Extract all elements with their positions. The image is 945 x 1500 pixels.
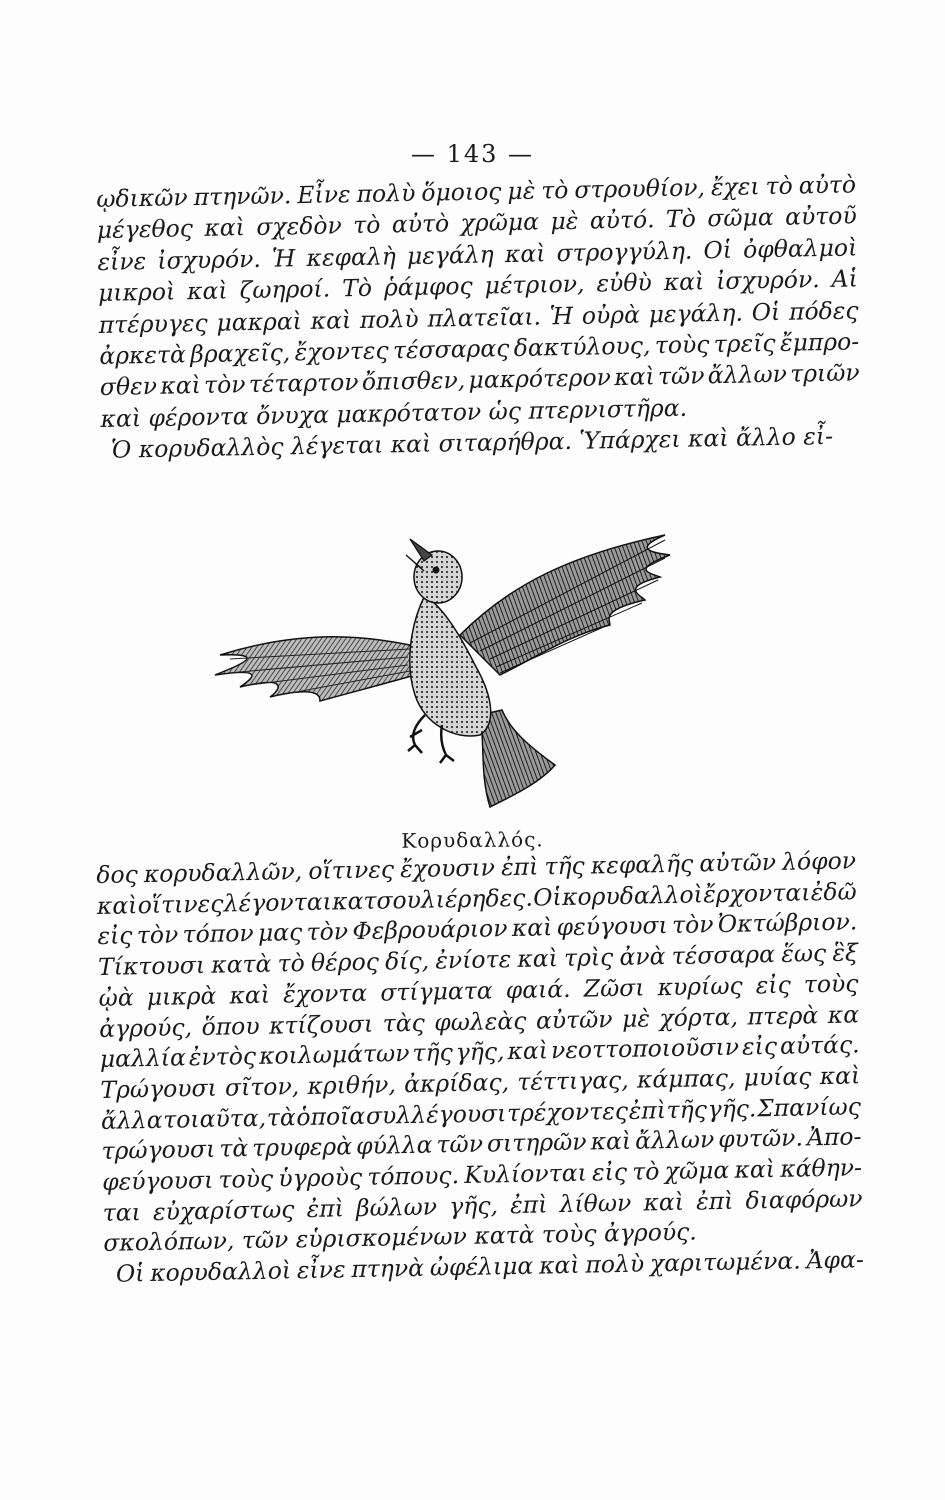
text-line: πτέρυγες μακραὶ καὶ πολὺ πλατεῖαι. Ἡ οὐρὰ μεγάλη. Οἱ πόδες (98, 296, 859, 339)
text-line: σθεν καὶ τὸν τέταρτον ὄπισθεν, μακρότερον καὶ τῶν ἄλλων τριῶν (99, 358, 860, 402)
text-line: ται εὐχαρίστως ἐπὶ βώλων γῆς, ἐπὶ λίθων καὶ ἐπὶ διαφόρων (102, 1184, 863, 1227)
text-line: μαλλία ἐντὸς κοιλωμάτων τῆς γῆς, καὶ νεοττοποιοῦσιν εἰς αὐτάς. (99, 1030, 860, 1074)
text-line: ᾠὰ μικρὰ καὶ ἔχοντα στίγματα φαιά. Ζῶσι κυρίως εἰς τοὺς (98, 969, 859, 1012)
text-line: ἀγρούς, ὅπου κτίζουσι τὰς φωλεὰς αὐτῶν μὲ χόρτα, πτερὰ κα (98, 999, 860, 1043)
figure-caption: Κορυδαλλός. (401, 827, 544, 853)
text-line: ῳδικῶν πτηνῶν. Εἶνε πολὺ ὅμοιος μὲ τὸ στρουθίον, ἔχει τὸ αὐτὸ (96, 170, 857, 213)
text-line: σκολόπων, τῶν εὑρισκομένων κατὰ τοὺς ἀγρούς. (103, 1217, 698, 1258)
text-bottom-paragraph (96, 845, 864, 1289)
text-line: Ὁ κορυδαλλὸς λέγεται καὶ σιταρήθρα. Ὑπάρχει καὶ ἄλλο εἶ- (110, 422, 834, 465)
lark-illustration (210, 525, 680, 815)
text-line: Τρώγουσι σῖτον, κριθήν, ἀκρίδας, τέττιγας, κάμπας, μυίας καὶ (100, 1061, 861, 1104)
text-top-paragraph (96, 169, 861, 466)
text-line: ἀρκετὰ βραχεῖς, ἔχοντες τέσσαρας δακτύλους, τοὺς τρεῖς ἔμπρο- (99, 327, 860, 370)
text-line: καὶ φέροντα ὄνυχα μακρότατον ὡς πτερνιστῆρα. (100, 393, 688, 433)
text-line: καὶ οἵτινες λέγονται κατσουλιέρηδες. Οἱ κορυδαλλοὶ ἔρχονται ἐδῶ (96, 877, 857, 920)
text-line: δος κορυδαλλῶν, οἵτινες ἔχουσιν ἐπὶ τῆς κεφαλῆς αὐτῶν λόφον (96, 846, 857, 889)
text-line: μέγεθος καὶ σχεδὸν τὸ αὐτὸ χρῶμα μὲ αὐτό. Τὸ σῶμα αὐτοῦ (96, 201, 857, 245)
text-line: εἰς τὸν τόπον μας τὸν Φεβρουάριον καὶ φεύγουσι τὸν Ὀκτώβριον. (97, 907, 858, 951)
text-line: μικροὶ καὶ ζωηροί. Τὸ ῥάμφος μέτριον, εὐθὺ καὶ ἰσχυρόν. Αἱ (97, 264, 859, 308)
text-line: ἄλλα τοιαῦτα, τὰ ὁποῖα συλλέγουσι τρέχοντες ἐπὶ τῆς γῆς. Σπανίως (100, 1091, 862, 1135)
text-line: φεύγουσι τοὺς ὑγροὺς τόπους. Κυλίονται εἰς τὸ χῶμα καὶ κάθην- (101, 1153, 863, 1196)
text-line: Τίκτουσι κατὰ τὸ θέρος δίς, ἐνίοτε καὶ τρὶς ἀνὰ τέσσαρα ἕως ἓξ (97, 938, 859, 982)
text-line: εἶνε ἰσχυρόν. Ἡ κεφαλὴ μεγάλη καὶ στρογγύλη. Οἱ ὀφθαλμοὶ (97, 233, 858, 276)
text-line: τρώγουσι τὰ τρυφερὰ φύλλα τῶν σιτηρῶν καὶ ἄλλων φυτῶν. Ἀπο- (101, 1122, 862, 1166)
page-number: — 143 — (410, 140, 535, 168)
text-line: Οἱ κορυδαλλοὶ εἶνε πτηνὰ ὠφέλιμα καὶ πολὺ χαριτωμένα. Ἀφα- (115, 1245, 865, 1288)
